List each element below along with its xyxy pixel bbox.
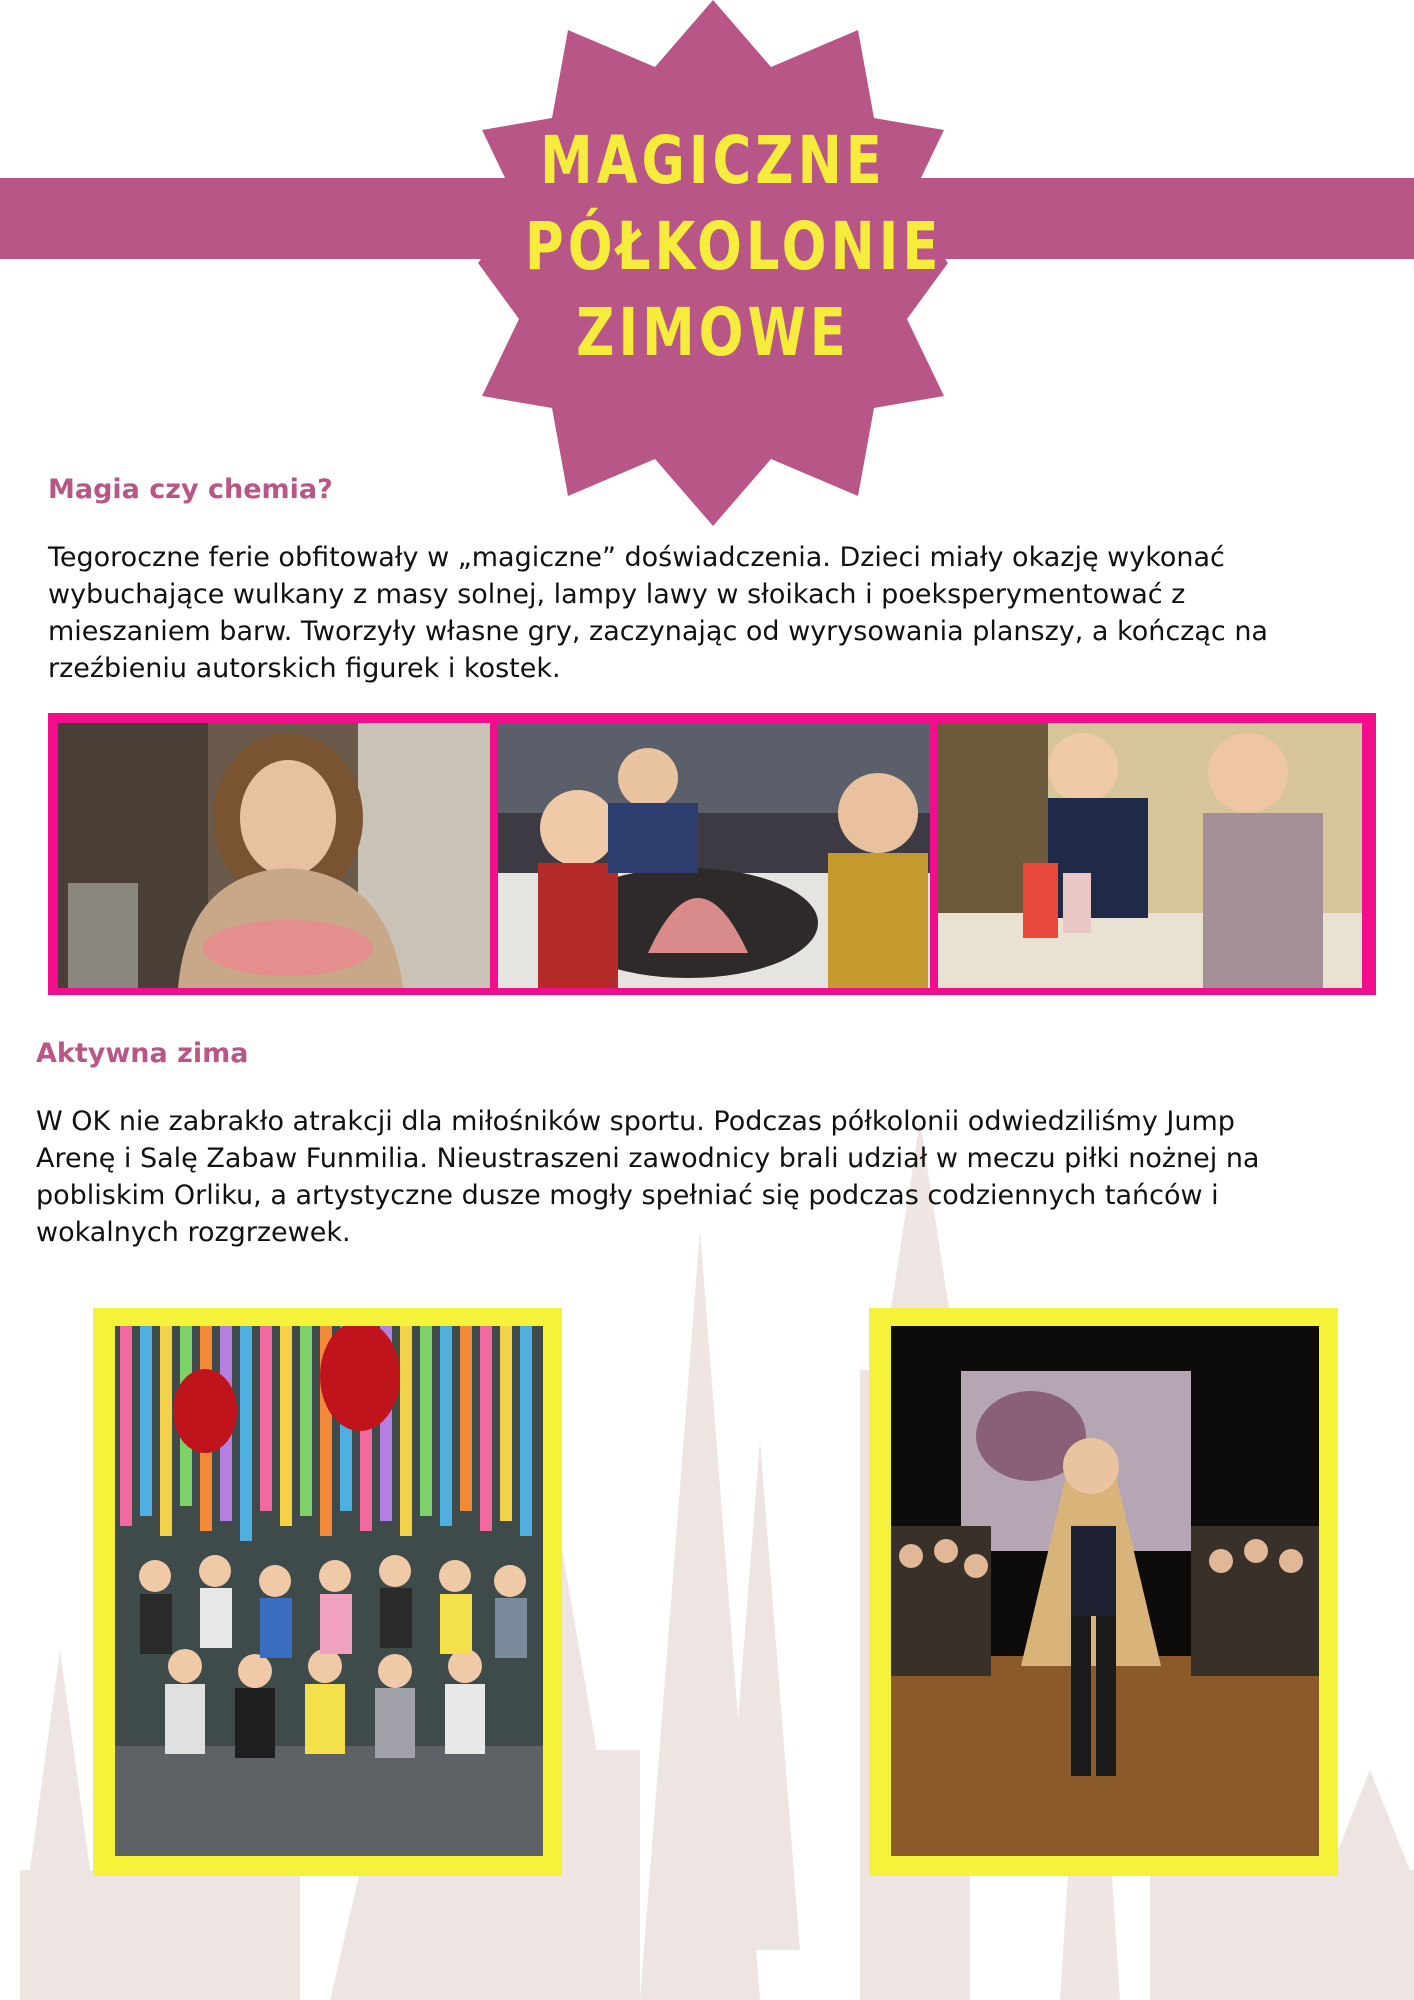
photo-kids-lava-lamp — [938, 723, 1362, 988]
title-line-1: MAGICZNE — [540, 122, 886, 199]
photo-costume-show — [891, 1326, 1319, 1856]
title-line-3: ZIMOWE — [576, 294, 850, 371]
section-heading-magic: Magia czy chemia? — [48, 474, 333, 505]
title-line-2: PÓŁKOLONIE — [525, 208, 943, 285]
paragraph-line: pobliskim Orliku, a artystyczne dusze mogły spełniać się podczas codziennych tańców i — [36, 1180, 1219, 1211]
paragraph-line: W OK nie zabrakło atrakcji dla miłośników sportu. Podczas półkolonii odwiedziliśmy Jump — [36, 1106, 1235, 1137]
section-paragraph-active — [36, 1103, 1406, 1251]
page-title — [525, 118, 943, 376]
photo-group-party — [115, 1326, 543, 1856]
paragraph-line: mieszaniem barw. Tworzyły własne gry, zaczynając od wyrysowania planszy, a kończąc na — [48, 616, 1268, 647]
paragraph-line: wokalnych rozgrzewek. — [36, 1217, 351, 1248]
section-heading-active: Aktywna zima — [36, 1038, 249, 1069]
photo-frame-group — [93, 1308, 562, 1876]
paragraph-line: rzeźbieniu autorskich figurek i kostek. — [48, 653, 561, 684]
photo-frame-show — [869, 1308, 1338, 1876]
paragraph-line: Tegoroczne ferie obfitowały w „magiczne” doświadczenia. Dzieci miały okazję wykonać — [48, 542, 1225, 573]
paragraph-line: Arenę i Salę Zabaw Funmilia. Nieustraszeni zawodnicy brali udział w meczu piłki nożnej na — [36, 1143, 1260, 1174]
photo-kids-volcano — [498, 723, 930, 988]
photo-girl-slime — [58, 723, 490, 988]
paragraph-line: wybuchające wulkany z masy solnej, lampy lawy w słoikach i poeksperymentować z — [48, 579, 1186, 610]
photo-strip — [48, 713, 1376, 995]
section-paragraph-magic — [48, 539, 1398, 687]
